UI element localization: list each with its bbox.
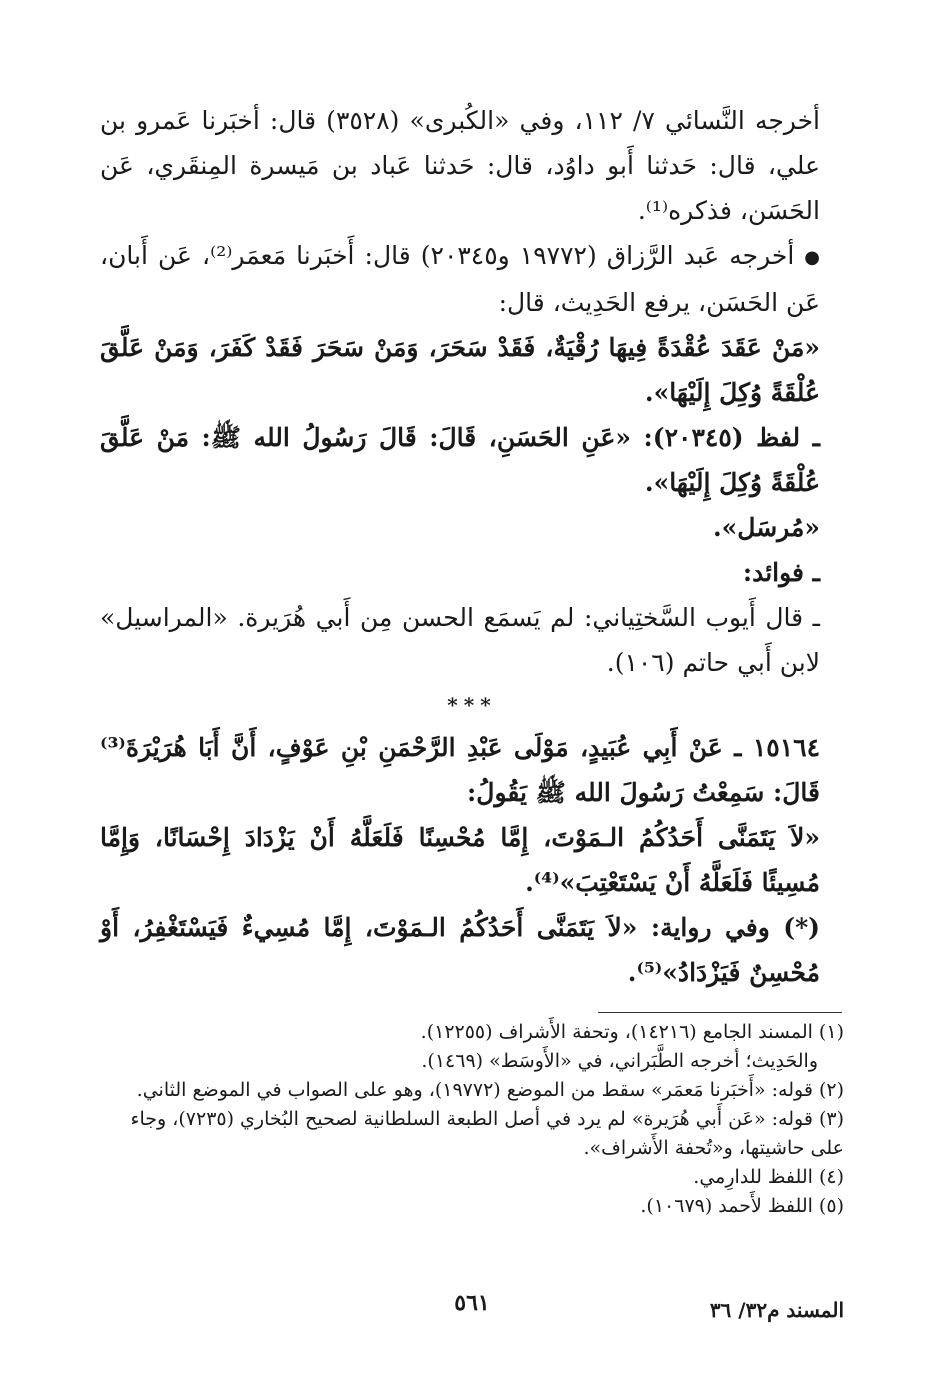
page-footer <box>100 1290 844 1330</box>
page-number: ٥٦١ <box>454 1290 490 1316</box>
section-divider-stars: *** <box>447 693 497 717</box>
footnote-1: (١) المسند الجامع (١٤٢١٦)، وتحفة الأَشراف (١٢٢٥٥). <box>420 1021 844 1043</box>
paragraph-abdurrazzaq-text: أخرجه عَبد الرَّزاق (١٩٧٧٢ و٢٠٣٤٥) قال: أَخبَرنا مَعمَر⁽²⁾، عَن أَبان، عَن الحَسَن، يرفع الحَدِيث، قال: <box>100 241 820 317</box>
hadith-15164-text: «لاَ يَتَمَنَّى أَحَدُكُمُ الـمَوْتَ، إِمَّا مُحْسِنًا فَلَعَلَّهُ أَنْ يَزْدَادَ إِحْسَانًا، وَإِمَّا مُسِيئًا فَلَعَلَّهُ أَنْ يَسْتَعْتِبَ»⁽⁴⁾. <box>100 823 820 897</box>
footnote-separator <box>598 1012 842 1013</box>
benefits-heading: ـ فوائد: <box>742 558 820 587</box>
hadith-text-knot: «مَنْ عَقَدَ عُقْدَةً فِيهَا رُقْيَةٌ، فَقَدْ سَحَرَ، وَمَنْ سَحَرَ فَقَدْ كَفَرَ، وَمَنْ عَلَّقَ عُلْقَةً وُكِلَ إِلَيْهَا». <box>100 333 820 407</box>
volume-signature: المسند م٣٢/ ٣٦ <box>709 1298 844 1322</box>
footnote-1-continued: والحَدِيث؛ أخرجه الطَّبَراني، في «الأَوسَط» (١٤٦٩). <box>421 1050 818 1072</box>
footnotes <box>100 1018 844 1221</box>
bullet-icon: ● <box>804 247 820 268</box>
benefit-note: ـ قال أَيوب السَّختِياني: لم يَسمَع الحسن مِن أَبي هُرَيرة. «المراسيل» لابن أَبي حاتم (١٠٦). <box>100 603 820 677</box>
variant-wording: ـ لفظ (٢٠٣٤٥): «عَنِ الحَسَنِ، قَالَ: قَالَ رَسُولُ الله ﷺ: مَنْ عَلَّقَ عُلْقَةً وُكِلَ إِلَيْهَا». <box>100 423 820 497</box>
grading-mursal: «مُرسَل». <box>712 513 820 542</box>
footnote-3: (٣) قوله: «عَن أَبي هُرَيرة» لم يرد في أصل الطبعة السلطانية لصحيح البُخاري (٧٢٣٥)، وجاء على حاشيتها، و«تُحفة الأَشراف». <box>130 1108 844 1159</box>
footnote-4: (٤) اللفظ للدارِمي. <box>693 1166 844 1188</box>
hadith-15164-variant: (*) وفي رواية: «لاَ يَتَمَنَّى أَحَدُكُمُ الـمَوْتَ، إِمَّا مُسِيءٌ فَيَسْتَغْفِرُ، أَوْ مُحْسِنٌ فَيَزْدَادُ»⁽⁵⁾. <box>100 913 820 987</box>
paragraph-nasai-source: أخرجه النَّسائي ٧/ ١١٢، وفي «الكُبرى» (٣٥٢٨) قال: أخبَرنا عَمرو بن علي، قال: حَدثنا أَبو داوُد، قال: حَدثنا عَباد بن مَيسرة المِنقَري، عَن الحَسَن، فذكره⁽¹⁾. <box>100 106 820 225</box>
paragraph-abdurrazzaq-source <box>100 233 844 325</box>
footnote-5: (٥) اللفظ لأَحمد (١٠٦٧٩). <box>640 1195 844 1217</box>
footnote-2: (٢) قوله: «أَخبَرنا مَعمَر» سقط من الموضع (١٩٧٧٢)، وهو على الصواب في الموضع الثاني. <box>136 1079 844 1101</box>
main-text <box>100 98 844 995</box>
hadith-15164-chain: ١٥١٦٤ ـ عَنْ أَبِي عُبَيدٍ، مَوْلَى عَبْدِ الرَّحْمَنِ بْنِ عَوْفٍ، أَنَّ أَبَا هُرَيْرَةَ⁽³⁾ قَالَ: سَمِعْتُ رَسُولَ الله ﷺ يَقُولُ: <box>100 733 820 807</box>
